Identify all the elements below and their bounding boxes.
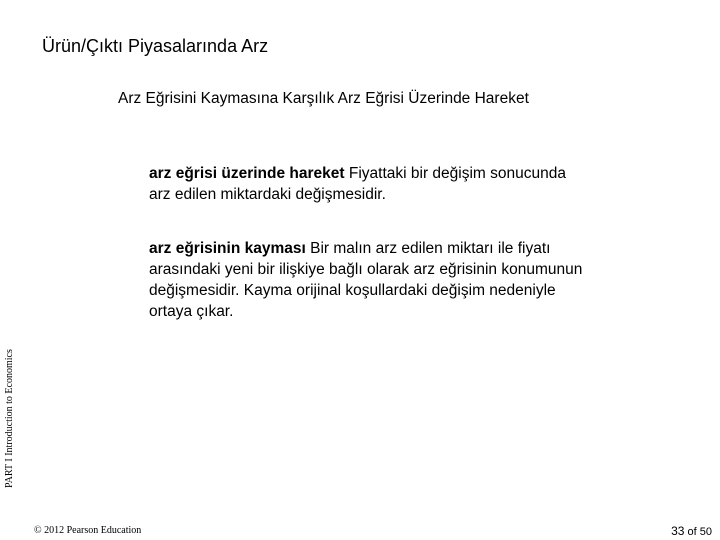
slide-title: Ürün/Çıktı Piyasalarında Arz — [42, 36, 269, 56]
definition-term: arz eğrisi üzerinde hareket — [149, 165, 345, 182]
slide-subtitle: Arz Eğrisini Kaymasına Karşılık Arz Eğrisi Üzerinde Hareket — [118, 90, 529, 107]
page-number — [671, 524, 712, 538]
page-current: 33 — [671, 524, 685, 538]
definition-movement-along-curve — [149, 163, 589, 205]
definition-shift-of-curve — [149, 238, 589, 322]
part-side-label: PART I Introduction to Economics — [4, 349, 15, 488]
copyright-footer: © 2012 Pearson Education — [34, 525, 142, 536]
page-total: 50 — [699, 526, 712, 538]
page-of-separator: of — [684, 526, 700, 538]
definition-text: Fiyattaki bir değişim sonucunda arz edilen miktardaki değişmesidir. — [149, 165, 566, 203]
definition-text: Bir malın arz edilen miktarı ile fiyatı arasındaki yeni bir ilişkiye bağlı olarak arz eğrisinin konumunun değişmesidir. Kayma orijinal koşullardaki değişim nedeniyle ortaya çıkar. — [149, 240, 583, 320]
definition-term: arz eğrisinin kayması — [149, 240, 306, 257]
